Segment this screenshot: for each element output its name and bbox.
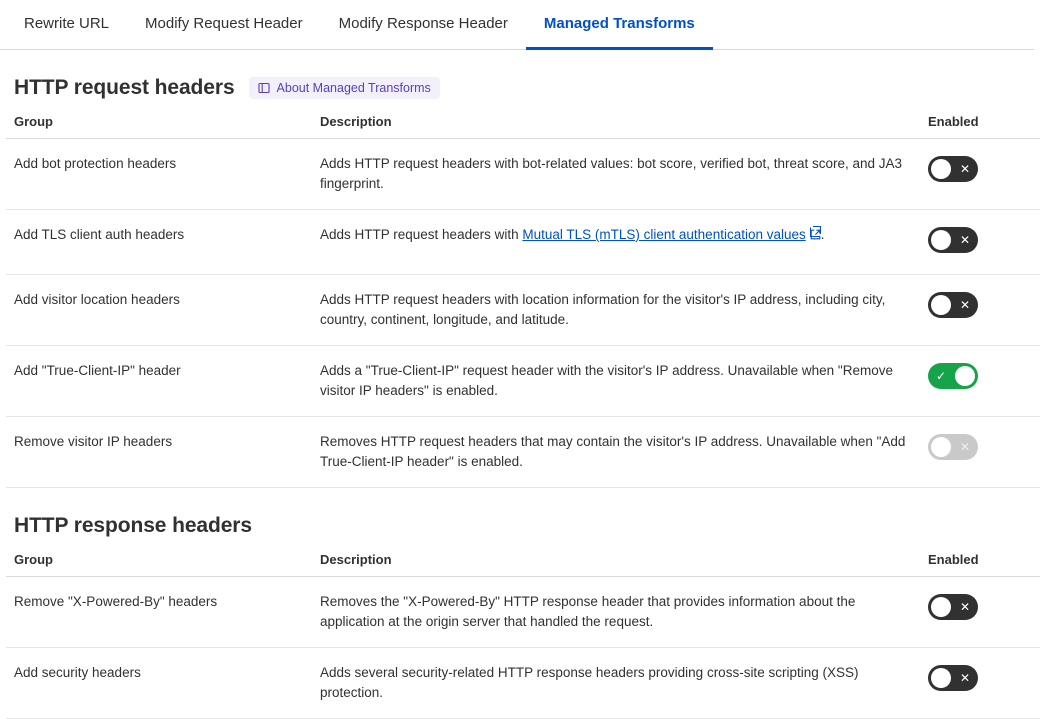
book-icon	[258, 82, 270, 94]
column-header-description: Description	[312, 114, 920, 139]
column-header-description: Description	[312, 552, 920, 577]
tab-managed-transforms[interactable]: Managed Transforms	[526, 15, 713, 50]
tab-modify-response-header[interactable]: Modify Response Header	[338, 15, 508, 32]
toggle-knob	[931, 597, 951, 617]
row-enabled-cell	[920, 275, 1040, 346]
table-header-row	[6, 552, 1040, 577]
row-description: Adds several security-related HTTP response headers providing cross-site scripting (XSS) protection.	[312, 648, 920, 719]
toggle-mark: ✕	[959, 162, 971, 176]
http-request-headers-section	[0, 76, 1034, 488]
row-group-label: Add security headers	[6, 648, 312, 719]
toggle-mark: ✕	[959, 440, 971, 454]
request-headers-table	[6, 114, 1040, 488]
row-enabled-cell	[920, 139, 1040, 210]
toggle-knob	[931, 159, 951, 179]
column-header-enabled: Enabled	[920, 114, 1040, 139]
row-enabled-cell	[920, 417, 1040, 488]
response-section-title: HTTP response headers	[14, 514, 252, 537]
toggle-add-tls-client-auth-headers[interactable]	[928, 227, 978, 253]
toggle-mark: ✕	[959, 600, 971, 614]
row-enabled-cell	[920, 346, 1040, 417]
toggle-knob	[931, 437, 951, 457]
response-section-header	[14, 514, 1028, 538]
table-row	[6, 275, 1040, 346]
mtls-client-auth-link[interactable]: Mutual TLS (mTLS) client authentication values	[522, 227, 806, 242]
row-description: Adds HTTP request headers with bot-related values: bot score, verified bot, threat score, and JA3 fingerprint.	[312, 139, 920, 210]
table-row	[6, 210, 1040, 275]
toggle-mark: ✕	[959, 233, 971, 247]
toggle-knob	[931, 668, 951, 688]
row-description: Adds HTTP request headers with location information for the visitor's IP address, including city, country, continent, longitude, and latitude.	[312, 275, 920, 346]
http-response-headers-section	[0, 514, 1034, 719]
tab-rewrite-url[interactable]: Rewrite URL	[24, 15, 110, 32]
response-headers-table	[6, 552, 1040, 719]
toggle-remove-visitor-ip-headers	[928, 434, 978, 460]
toggle-add-bot-protection-headers[interactable]	[928, 156, 978, 182]
tab-modify-request-header[interactable]: Modify Request Header	[145, 15, 303, 32]
toggle-add-true-client-ip-header[interactable]	[928, 363, 978, 389]
table-row	[6, 346, 1040, 417]
toggle-mark: ✕	[959, 671, 971, 685]
row-group-label: Add bot protection headers	[6, 139, 312, 210]
toggle-mark: ✓	[935, 369, 947, 383]
row-group-label: Add visitor location headers	[6, 275, 312, 346]
row-description-tail: .	[820, 227, 825, 242]
row-enabled-cell	[920, 210, 1040, 275]
about-managed-transforms-link[interactable]	[249, 77, 440, 99]
toggle-knob	[955, 366, 975, 386]
toggle-knob	[931, 295, 951, 315]
table-row	[6, 577, 1040, 648]
table-row	[6, 417, 1040, 488]
column-header-enabled: Enabled	[920, 552, 1040, 577]
row-description-text: Adds HTTP request headers with	[320, 227, 523, 242]
tab-bar	[0, 0, 1034, 50]
row-enabled-cell	[920, 577, 1040, 648]
toggle-knob	[931, 230, 951, 250]
row-description: Removes the "X-Powered-By" HTTP response header that provides information about the application at the origin server that handled the request.	[312, 577, 920, 648]
column-header-group: Group	[6, 114, 312, 139]
row-group-label: Remove visitor IP headers	[6, 417, 312, 488]
table-row	[6, 648, 1040, 719]
row-enabled-cell	[920, 648, 1040, 719]
toggle-remove-x-powered-by-headers[interactable]	[928, 594, 978, 620]
row-group-label: Add TLS client auth headers	[6, 210, 312, 275]
row-description	[312, 210, 920, 275]
row-description: Adds a "True-Client-IP" request header with the visitor's IP address. Unavailable when "Remove visitor IP headers" is enabled.	[312, 346, 920, 417]
toggle-add-visitor-location-headers[interactable]	[928, 292, 978, 318]
page-title: HTTP request headers	[14, 76, 235, 99]
row-description: Removes HTTP request headers that may contain the visitor's IP address. Unavailable when "Add True-Client-IP header" is enabled.	[312, 417, 920, 488]
column-header-group: Group	[6, 552, 312, 577]
toggle-add-security-headers[interactable]	[928, 665, 978, 691]
about-chip-label: About Managed Transforms	[276, 81, 431, 95]
row-group-label: Remove "X-Powered-By" headers	[6, 577, 312, 648]
request-section-header	[14, 76, 1028, 100]
table-row	[6, 139, 1040, 210]
toggle-mark: ✕	[959, 298, 971, 312]
external-link-icon	[810, 226, 821, 237]
table-header-row	[6, 114, 1040, 139]
row-group-label: Add "True-Client-IP" header	[6, 346, 312, 417]
